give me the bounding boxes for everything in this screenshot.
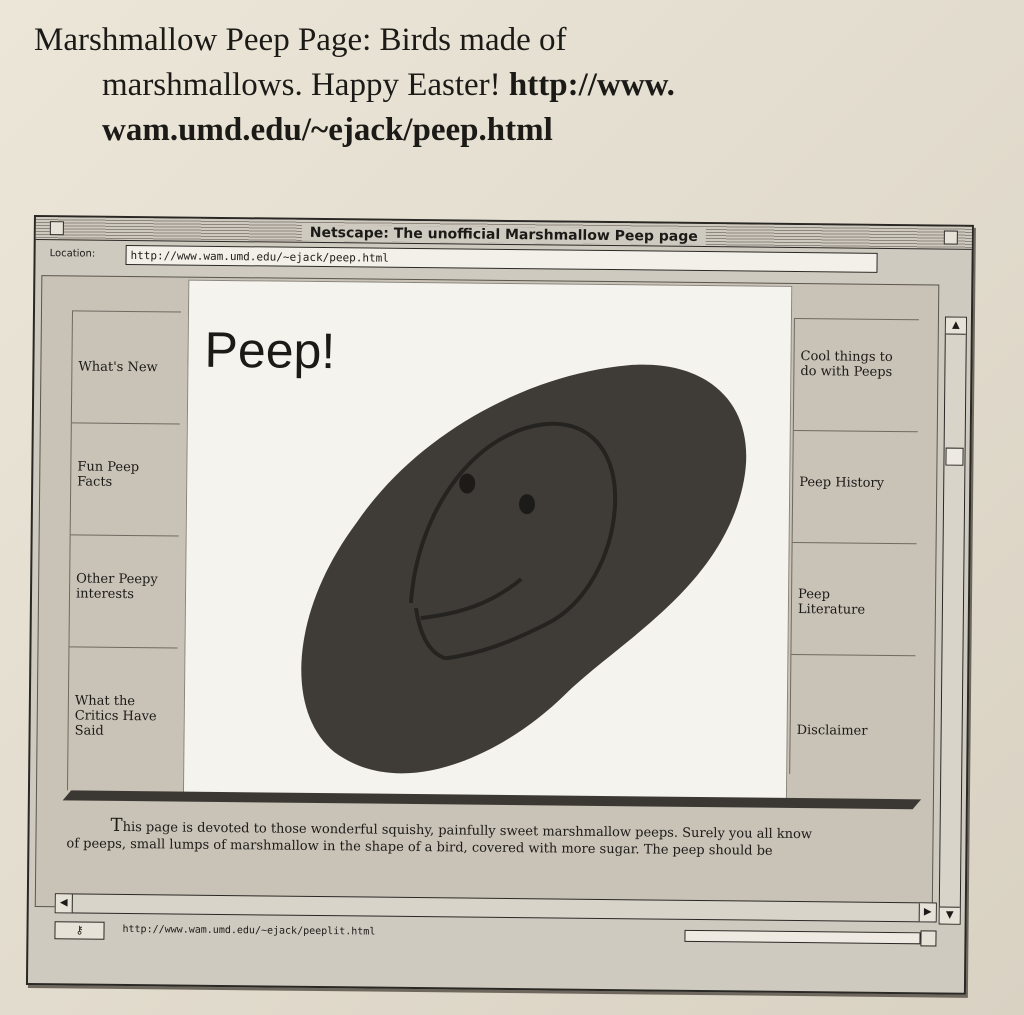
left-nav — [67, 310, 181, 791]
netscape-window — [26, 215, 974, 995]
right-link-label: Disclaimer — [796, 723, 868, 739]
body-text — [66, 816, 906, 861]
status-url: http://www.wam.umd.edu/~ejack/peeplit.html — [122, 923, 376, 938]
progress-bar — [684, 930, 920, 944]
scroll-right-arrow-icon[interactable]: ▶ — [919, 903, 936, 921]
left-link-other-peepy-interests[interactable] — [69, 534, 178, 646]
right-link-peep-history[interactable] — [793, 430, 918, 546]
scroll-thumb[interactable] — [945, 448, 963, 466]
body-line-1: This page is devoted to those wonderful squishy, painfully sweet marshmallow peeps. Surely you all know — [110, 814, 813, 843]
resize-handle-icon[interactable] — [920, 930, 936, 946]
caption-url-part-2: wam.umd.edu/~ejack/peep.html — [102, 112, 553, 148]
peep-image — [294, 352, 759, 797]
caption-url-part-1: http://www. — [508, 67, 675, 103]
location-bar — [39, 243, 967, 279]
left-link-fun-peep-facts[interactable] — [71, 422, 180, 534]
body-line-2: of peeps, small lumps of marshmallow in the shape of a bird, covered with more sugar. The peep should be — [66, 836, 773, 859]
page-viewport — [35, 275, 940, 916]
left-link-label: Other Peepy interests — [75, 571, 158, 603]
vertical-scrollbar[interactable] — [939, 317, 967, 925]
status-bar — [54, 919, 936, 950]
right-link-label: Peep History — [799, 475, 885, 491]
left-link-label: What the Critics Have Said — [74, 693, 157, 739]
left-link-label: Fun Peep Facts — [77, 459, 140, 490]
main-page — [183, 280, 792, 800]
left-link-whats-new[interactable] — [72, 310, 181, 422]
scroll-down-arrow-icon[interactable]: ▼ — [940, 907, 960, 924]
right-link-disclaimer[interactable] — [790, 654, 915, 770]
zoom-box-icon[interactable] — [944, 231, 958, 245]
book-caption — [34, 18, 934, 153]
left-link-label: What's New — [78, 359, 158, 376]
page-heading: Peep! — [204, 321, 336, 380]
right-link-label: Peep Literature — [797, 587, 866, 618]
caption-line-1: Marshmallow Peep Page: Birds made of — [34, 22, 567, 58]
caption-line-2 — [34, 63, 934, 108]
right-link-peep-literature[interactable] — [791, 542, 916, 658]
left-link-what-the-critics-have-said[interactable] — [68, 646, 177, 758]
scroll-up-arrow-icon[interactable]: ▲ — [946, 318, 966, 335]
caption-text-2: marshmallows. Happy Easter! — [102, 67, 509, 103]
right-link-cool-things[interactable] — [794, 318, 919, 434]
security-key-icon[interactable]: ⚷ — [54, 921, 104, 940]
window-title-text: Netscape: The unofficial Marshmallow Peep page — [302, 225, 706, 245]
scroll-left-arrow-icon[interactable]: ◀ — [56, 894, 73, 912]
right-nav — [789, 318, 919, 775]
right-link-label: Cool things to do with Peeps — [800, 349, 893, 380]
location-label: Location: — [49, 248, 96, 260]
location-field[interactable]: http://www.wam.umd.edu/~ejack/peep.html — [125, 245, 877, 273]
